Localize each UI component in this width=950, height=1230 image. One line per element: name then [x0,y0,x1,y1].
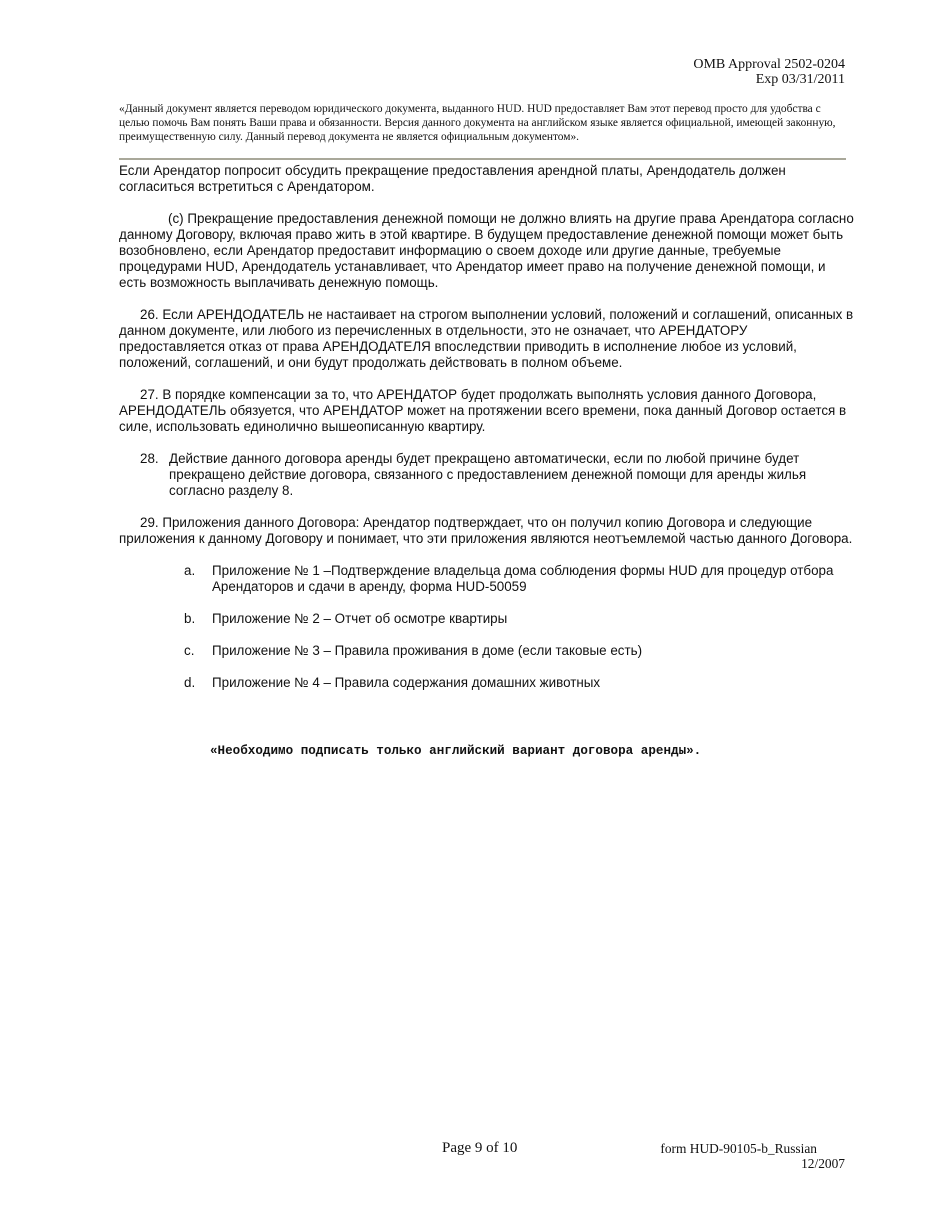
list-item [119,643,854,659]
list-item [119,563,854,595]
paragraph-28-number: 28. [140,451,159,466]
paragraph-29: 29. Приложения данного Договора: Арендатор подтверждает, что он получил копию Договора и следующие приложения к данному Договору и понимает, что эти приложения являются неотъемлемой частью данного Договора. [119,515,853,546]
intro-paragraph: Если Арендатор попросит обсудить прекращение предоставления арендной платы, Арендодатель должен согласиться встретиться с Арендатором. [119,163,786,194]
translation-disclaimer: «Данный документ является переводом юридического документа, выданного HUD. HUD предоставляет Вам этот перевод просто для удобства с целью помочь Вам понять Ваши права и обязанности. Версия данного документа на английском языке является официальной, имеющей законную, преимущественную силу. Данный перевод документа не является официальным документом». [119,103,836,143]
form-identifier [660,1141,845,1171]
form-date: 12/2007 [801,1156,845,1171]
form-name: form HUD-90105-b_Russian [660,1141,817,1156]
list-item [119,675,854,691]
annex-text: Приложение № 1 –Подтверждение владельца дома соблюдения формы HUD для процедур отбора Арендаторов и сдачи в аренду, форма HUD-50059 [212,563,834,594]
omb-approval-number: OMB Approval 2502-0204 [693,57,845,72]
annex-list [119,563,854,691]
annex-letter: b. [184,611,196,626]
annex-letter: d. [184,675,196,690]
paragraph-28 [119,451,854,499]
annex-letter: a. [184,563,196,578]
paragraph-c: (c) Прекращение предоставления денежной помощи не должно влиять на другие права Арендатора согласно данному Договору, включая право жить в этой квартире. В будущем предоставление денежной помощи может быть возобновлено, если Арендатор предоставит информацию о своем доходе или другие данные, требуемые процедурами HUD, Арендодатель устанавливает, что Арендатор имеет право на получение денежной помощи, и есть возможность выплачивать денежную помощь. [119,211,854,290]
annex-text: Приложение № 3 – Правила проживания в доме (если таковые есть) [212,643,643,658]
signature-note: «Необходимо подписать только английский вариант договора аренды». [210,744,702,758]
annex-letter: c. [184,643,195,658]
paragraph-26: 26. Если АРЕНДОДАТЕЛЬ не настаивает на строгом выполнении условий, положений и соглашений, описанных в данном документе, или любого из перечисленных в отдельности, это не означает, что АРЕНДАТОРУ предоставляется отказ от права АРЕНДОДАТЕЛЯ впоследствии приводить в исполнение любое из условий, положений, соглашений, и они будут продолжать действовать в полном объеме. [119,307,854,370]
document-body [119,163,854,707]
omb-approval-block [693,57,845,87]
page-number: Page 9 of 10 [442,1140,518,1156]
list-item [119,611,854,627]
annex-text: Приложение № 2 – Отчет об осмотре квартиры [212,611,508,626]
paragraph-27: 27. В порядке компенсации за то, что АРЕНДАТОР будет продолжать выполнять условия данного Договора, АРЕНДОДАТЕЛЬ обязуется, что АРЕНДАТОР может на протяжении всего времени, пока данный Договор остается в силе, использовать единолично вышеописанную квартиру. [119,387,847,434]
omb-expiration: Exp 03/31/2011 [755,72,845,87]
paragraph-28-text: Действие данного договора аренды будет прекращено автоматически, если по любой причине будет прекращено действие договора, связанного с предоставлением денежной помощи для аренды жилья согласно разделу 8. [169,451,807,498]
divider [119,158,846,160]
annex-text: Приложение № 4 – Правила содержания домашних животных [212,675,601,690]
